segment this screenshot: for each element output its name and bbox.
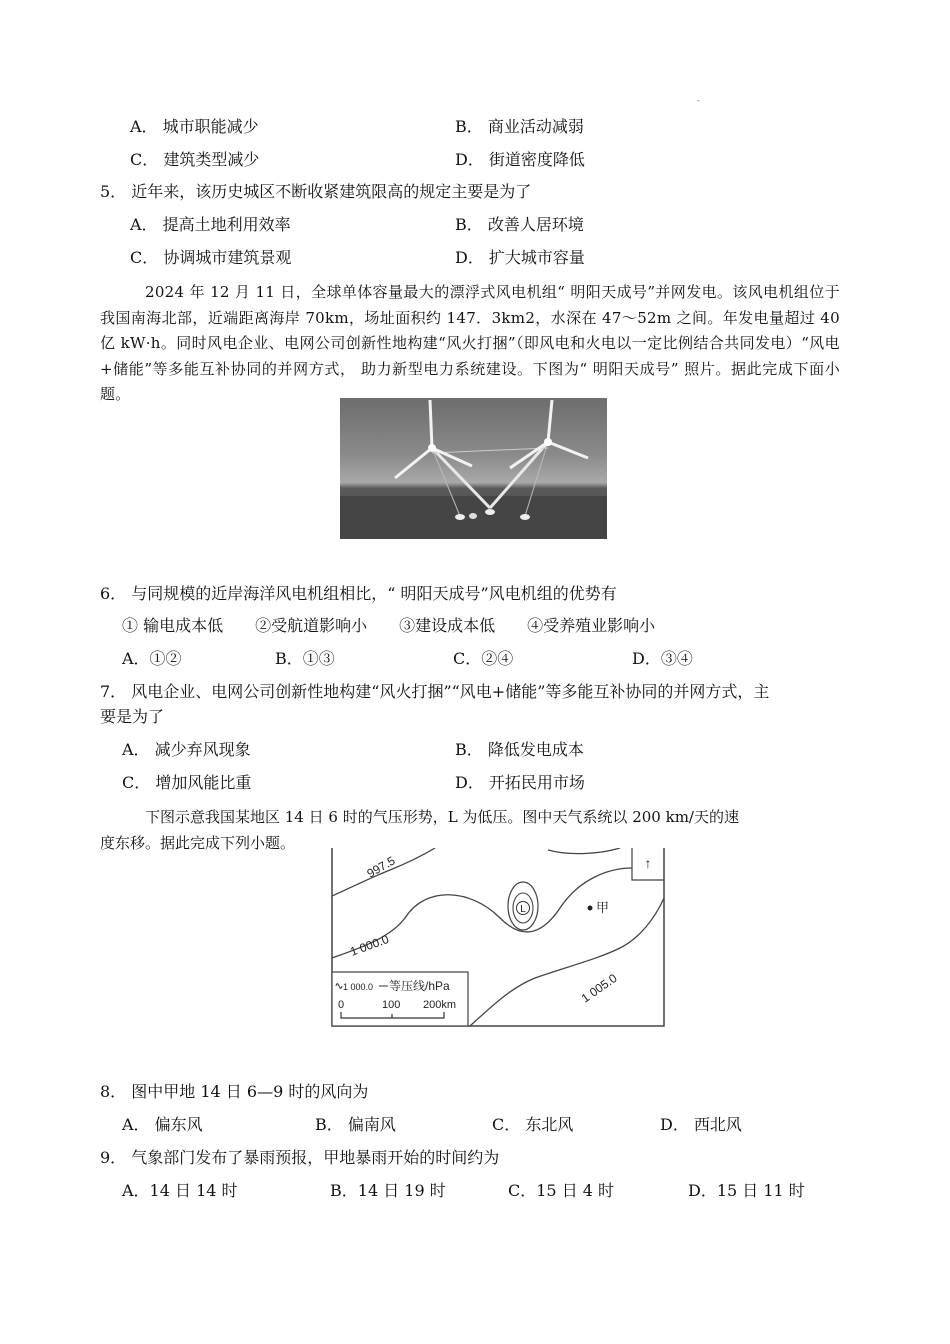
q4-option-d[interactable]: D． 街道密度降低 <box>455 150 585 169</box>
q7-option-b[interactable]: B． 降低发电成本 <box>455 740 584 759</box>
q5-stem: 5． 近年来，该历史城区不断收紧建筑限高的规定主要是为了 <box>100 182 532 201</box>
q7-option-a[interactable]: A． 减少弃风现象 <box>122 740 251 759</box>
point-jia-label: 甲 <box>596 900 610 915</box>
q9-option-c[interactable]: C．15 日 4 时 <box>508 1181 615 1200</box>
q4-option-c[interactable]: C． 建筑类型减少 <box>130 150 260 169</box>
scale-label-200: 200km <box>423 999 457 1011</box>
legend-isobar-text: 等压线/hPa <box>389 979 450 993</box>
q9-option-d[interactable]: D．15 日 11 时 <box>688 1181 805 1200</box>
q6-option-a[interactable]: A．①② <box>122 649 182 668</box>
q4-option-b[interactable]: B． 商业活动减弱 <box>455 117 584 136</box>
q7-stem-line2: 要是为了 <box>100 707 165 726</box>
q9-stem: 9． 气象部门发布了暴雨预报，甲地暴雨开始的时间约为 <box>100 1148 500 1167</box>
isobar-label-1005: 1 005.0 <box>578 971 620 1006</box>
q5-option-d[interactable]: D． 扩大城市容量 <box>455 248 585 267</box>
pressure-map <box>330 848 666 1028</box>
q7-stem-line1: 7． 风电企业、电网公司创新性地构建“风火打捆”“风电+储能”等多能互补协同的并网方式，主 <box>100 682 770 701</box>
passage-pressure-line2: 度东移。据此完成下列小题。 <box>100 834 296 852</box>
q6-option-c[interactable]: C．②④ <box>453 649 514 668</box>
low-pressure-label: L <box>520 904 526 915</box>
q5-option-a[interactable]: A． 提高土地利用效率 <box>130 215 291 234</box>
q9-option-b[interactable]: B．14 日 19 时 <box>330 1181 446 1200</box>
q7-option-c[interactable]: C． 增加风能比重 <box>122 773 252 792</box>
isobar-label-997: 997.5 <box>364 853 398 881</box>
q9-option-a[interactable]: A．14 日 14 时 <box>122 1181 238 1200</box>
q5-option-b[interactable]: B． 改善人居环境 <box>455 215 584 234</box>
isobar-label-1000: 1 000.0 <box>348 931 391 959</box>
q5-option-c[interactable]: C． 协调城市建筑景观 <box>130 248 292 267</box>
passage-pressure-line1: 下图示意我国某地区 14 日 6 时的气压形势，L 为低压。图中天气系统以 200 km/天的速 <box>145 808 739 826</box>
q6-stem: 6． 与同规模的近岸海洋风电机组相比，“ 明阳天成号”风电机组的优势有 <box>100 584 617 603</box>
q6-items: ① 输电成本低 ②受航道影响小 ③建设成本低 ④受养殖业影响小 <box>122 616 656 635</box>
q8-option-b[interactable]: B． 偏南风 <box>315 1115 396 1134</box>
wind-turbine-photo <box>340 398 607 539</box>
legend-isobar-value: 1 000.0 <box>343 982 374 992</box>
scale-label-100: 100 <box>382 999 401 1011</box>
q7-option-d[interactable]: D． 开拓民用市场 <box>455 773 585 792</box>
q6-option-d[interactable]: D．③④ <box>632 649 693 668</box>
q8-option-c[interactable]: C． 东北风 <box>492 1115 574 1134</box>
q6-option-b[interactable]: B．①③ <box>275 649 335 668</box>
passage-wind-turbine: 2024 年 12 月 11 日，全球单体容量最大的漂浮式风电机组“ 明阳天成号”并网发电。该风电机组位于我国南海北部，近端距离海岸 70km，场址面积约 147．3km2，水深在 47～52m 之间。年发电量超过 40 亿 kW·h。同时风电企业、电网公司创新性地构建“风火打捆”（即风电和火电以一定比例结合共同发电）“风电+储能”等多能互补协同的并网方式， 助力新型电力系统建设。下图为“ 明阳天成号” 照片。据此完成下面小题。 <box>100 283 840 403</box>
q8-option-d[interactable]: D． 西北风 <box>660 1115 742 1134</box>
scale-label-0: 0 <box>338 999 345 1011</box>
north-arrow-icon: ↑ <box>644 855 652 871</box>
q8-option-a[interactable]: A． 偏东风 <box>122 1115 203 1134</box>
q8-stem: 8． 图中甲地 14 日 6—9 时的风向为 <box>100 1082 369 1101</box>
q4-option-a[interactable]: A． 城市职能减少 <box>130 117 259 136</box>
tiny-mark: - <box>697 96 700 105</box>
